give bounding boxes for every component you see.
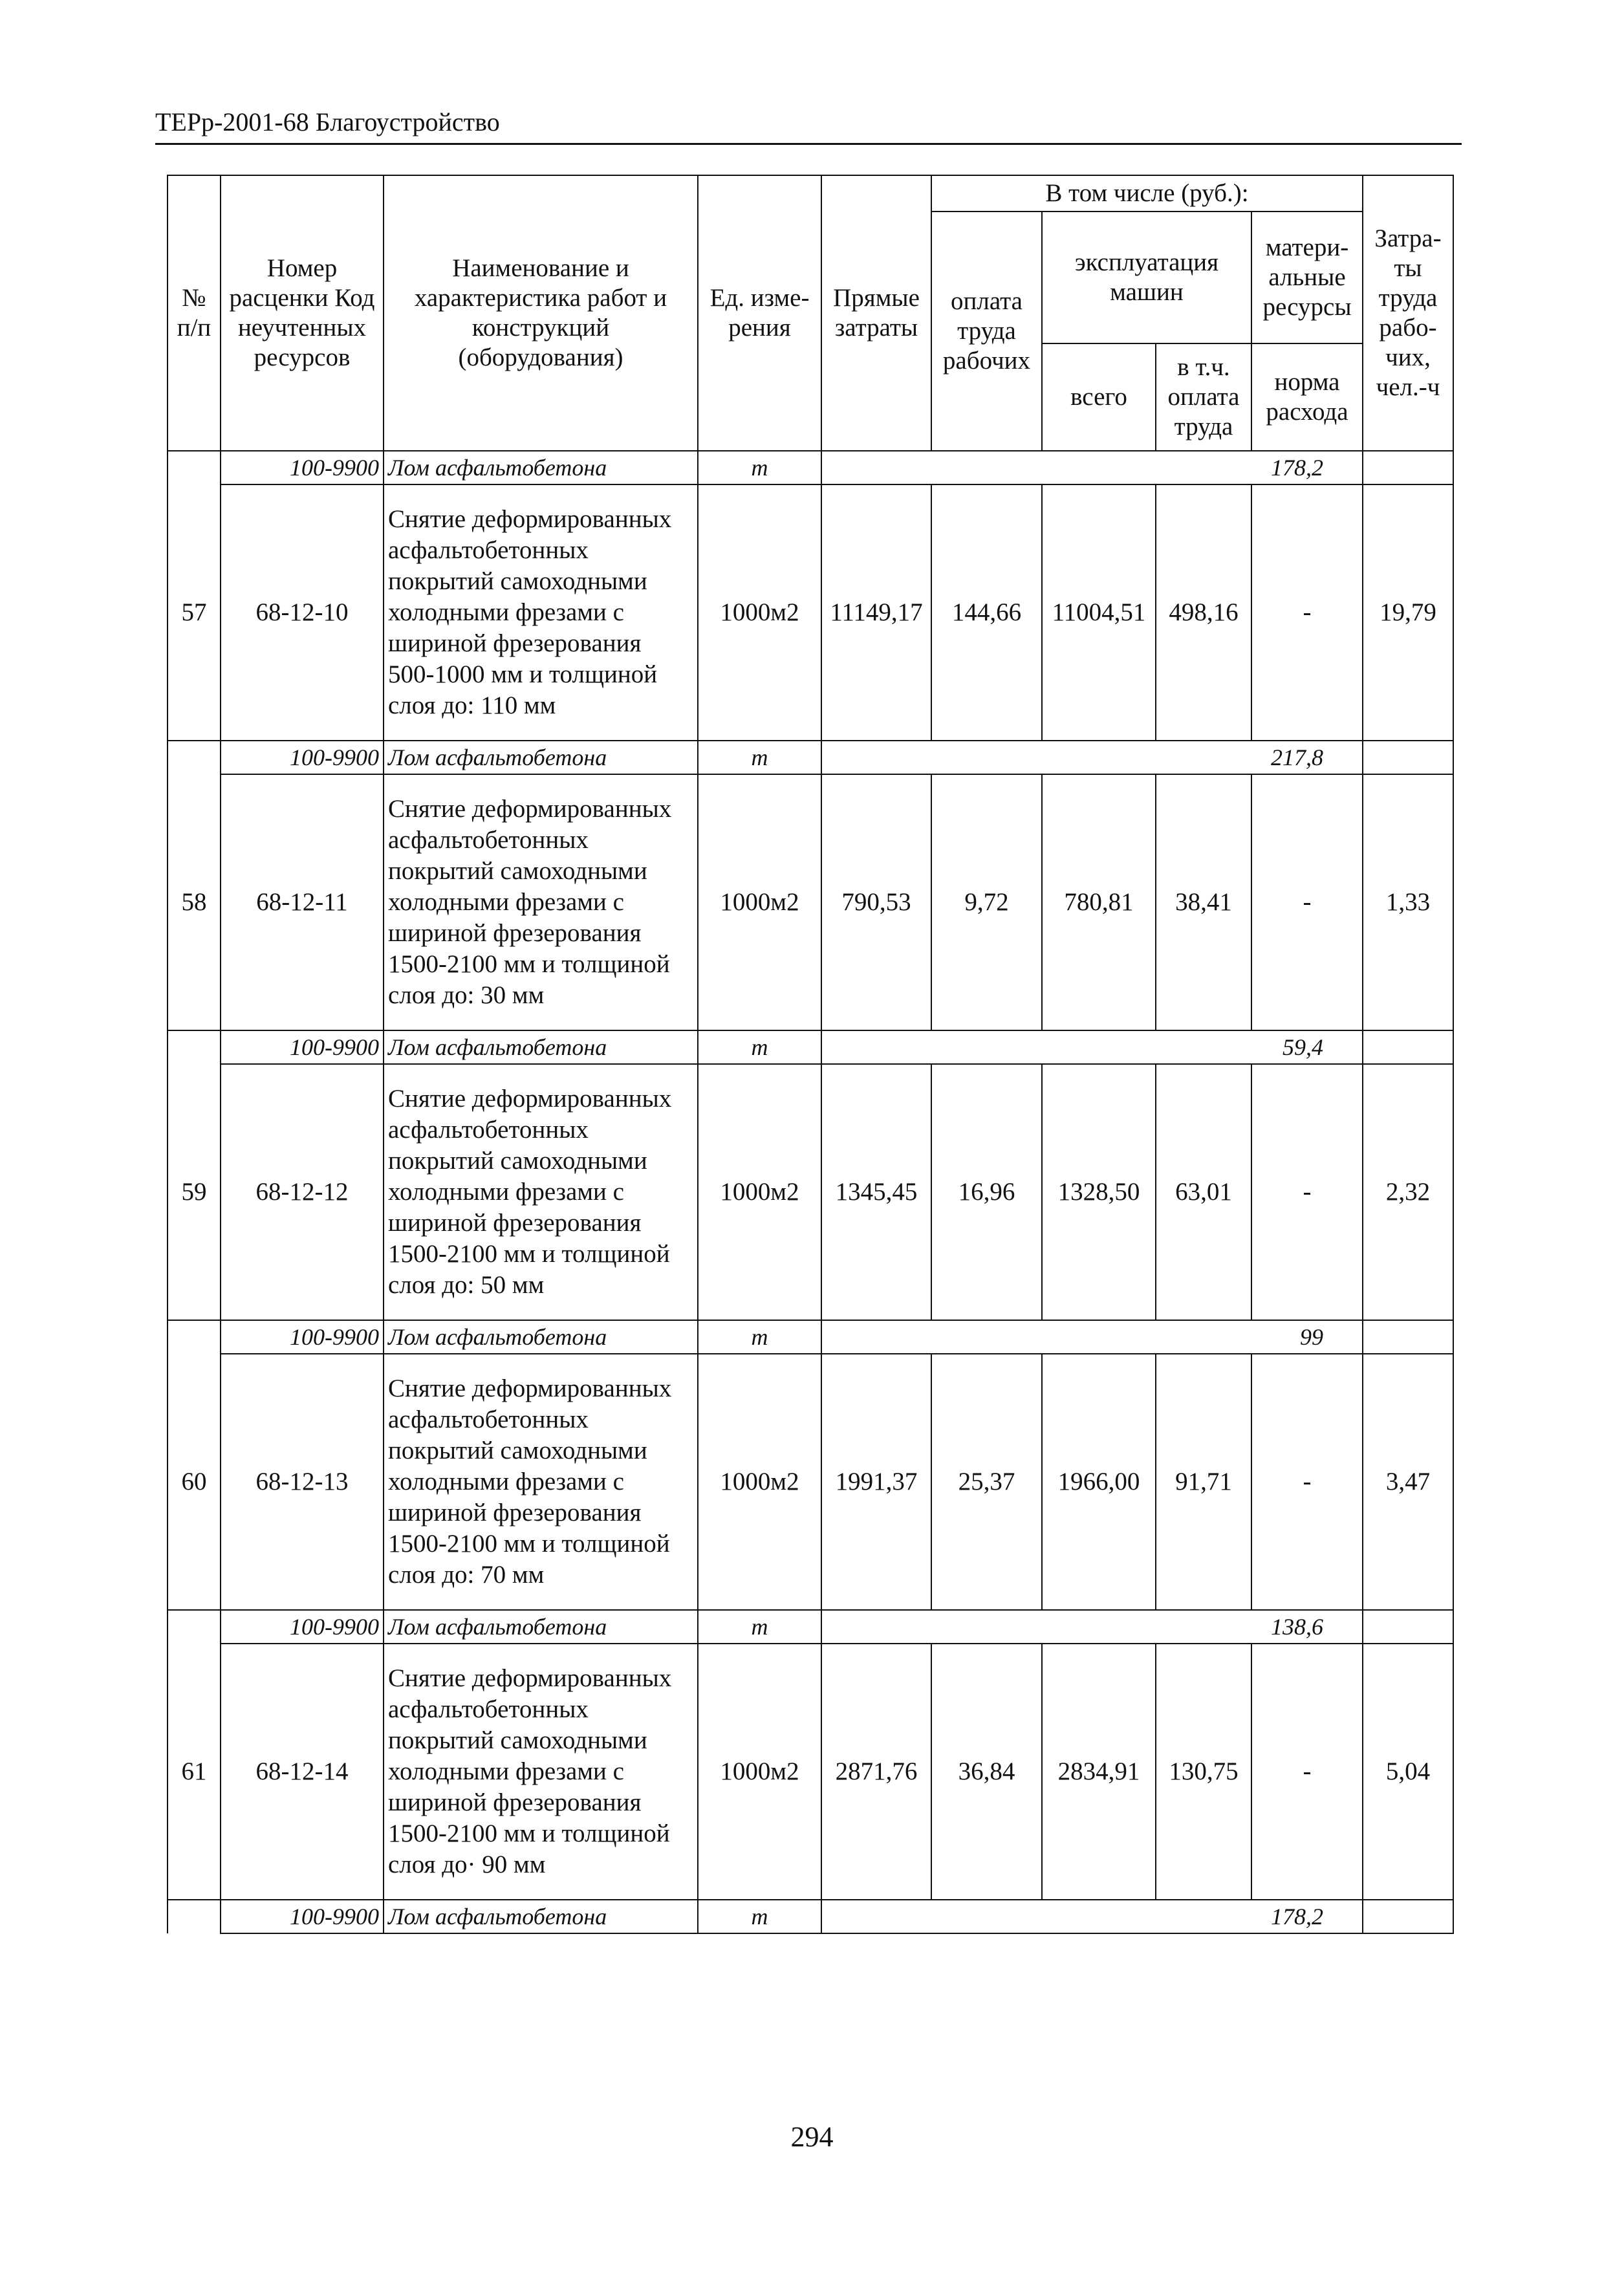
materials-cell: - xyxy=(1251,484,1363,741)
row-num: 60 xyxy=(168,1354,221,1610)
resource-norm: 99 xyxy=(821,1320,1363,1354)
labor-pay: 36,84 xyxy=(931,1644,1042,1900)
resource-unit: т xyxy=(698,741,821,774)
row-num: 58 xyxy=(168,774,221,1030)
row-num: 57 xyxy=(168,484,221,741)
unit-cell: 1000м2 xyxy=(698,774,821,1030)
resource-norm: 178,2 xyxy=(821,1900,1363,1933)
col-header-num: № п/п xyxy=(168,175,221,451)
materials-cell: - xyxy=(1251,774,1363,1030)
resource-code: 100-9900 xyxy=(221,1900,384,1933)
resource-name: Лом асфальтобетона xyxy=(384,741,698,774)
resource-row xyxy=(168,1900,1453,1933)
materials-cell: - xyxy=(1251,1644,1363,1900)
resource-name: Лом асфальтобетона xyxy=(384,451,698,484)
unit-cell: 1000м2 xyxy=(698,1644,821,1900)
resource-norm: 138,6 xyxy=(821,1610,1363,1644)
labor-pay: 144,66 xyxy=(931,484,1042,741)
table-row xyxy=(168,1644,1453,1900)
machines-labor-pay: 63,01 xyxy=(1156,1064,1251,1320)
resource-unit: т xyxy=(698,451,821,484)
machines-total: 11004,51 xyxy=(1042,484,1156,741)
col-header-code: Номер расценки Код неучтенных ресурсов xyxy=(221,175,384,451)
resource-code: 100-9900 xyxy=(221,1320,384,1354)
page-number: 294 xyxy=(790,2121,834,2153)
work-description: Снятие деформированных асфальтобетонных покрытий самоходными холодными фрезами с шириной фрезерования 1500-2100 мм и толщиной слоя до: 50 мм xyxy=(384,1064,698,1320)
col-header-direct: Прямые затраты xyxy=(821,175,931,451)
machines-total: 2834,91 xyxy=(1042,1644,1156,1900)
direct-costs: 790,53 xyxy=(821,774,931,1030)
machines-total: 1966,00 xyxy=(1042,1354,1156,1610)
labor-pay: 25,37 xyxy=(931,1354,1042,1610)
machines-labor-pay: 91,71 xyxy=(1156,1354,1251,1610)
direct-costs: 2871,76 xyxy=(821,1644,931,1900)
machines-total: 780,81 xyxy=(1042,774,1156,1030)
col-header-labor-cost: Затра-ты труда рабо-чих, чел.-ч xyxy=(1363,175,1453,451)
col-header-materials: матери-альные ресурсы xyxy=(1251,212,1363,343)
work-description: Снятие деформированных асфальтобетонных покрытий самоходными холодными фрезами с шириной фрезерования 1500-2100 мм и толщиной слоя до: 30 мм xyxy=(384,774,698,1030)
resource-unit: т xyxy=(698,1610,821,1644)
materials-cell: - xyxy=(1251,1064,1363,1320)
col-header-name: Наименование и характеристика работ и конструкций (оборудования) xyxy=(384,175,698,451)
resource-row xyxy=(168,1610,1453,1644)
row-num: 61 xyxy=(168,1644,221,1900)
resource-norm: 59,4 xyxy=(821,1030,1363,1064)
work-description: Снятие деформированных асфальтобетонных покрытий самоходными холодными фрезами с шириной фрезерования 1500-2100 мм и толщиной слоя до: 70 мм xyxy=(384,1354,698,1610)
col-header-labor-pay: оплата труда рабочих xyxy=(931,212,1042,451)
col-header-machines: эксплуатация машин xyxy=(1042,212,1251,343)
labor-cost: 19,79 xyxy=(1363,484,1453,741)
direct-costs: 1345,45 xyxy=(821,1064,931,1320)
materials-cell: - xyxy=(1251,1354,1363,1610)
resource-unit: т xyxy=(698,1030,821,1064)
resource-unit: т xyxy=(698,1320,821,1354)
resource-row xyxy=(168,1030,1453,1064)
resource-code: 100-9900 xyxy=(221,741,384,774)
unit-cell: 1000м2 xyxy=(698,484,821,741)
resource-code: 100-9900 xyxy=(221,1610,384,1644)
machines-labor-pay: 38,41 xyxy=(1156,774,1251,1030)
rate-code: 68-12-14 xyxy=(221,1644,384,1900)
rate-code: 68-12-13 xyxy=(221,1354,384,1610)
labor-cost: 3,47 xyxy=(1363,1354,1453,1610)
header-row-1 xyxy=(168,175,1453,212)
labor-cost: 1,33 xyxy=(1363,774,1453,1030)
table-row xyxy=(168,1354,1453,1610)
rate-code: 68-12-10 xyxy=(221,484,384,741)
resource-code: 100-9900 xyxy=(221,1030,384,1064)
resource-row xyxy=(168,451,1453,484)
resource-name: Лом асфальтобетона xyxy=(384,1900,698,1933)
resource-unit: т xyxy=(698,1900,821,1933)
rate-code: 68-12-12 xyxy=(221,1064,384,1320)
labor-cost: 5,04 xyxy=(1363,1644,1453,1900)
col-header-incl: В том числе (руб.): xyxy=(931,175,1363,212)
labor-pay: 16,96 xyxy=(931,1064,1042,1320)
labor-pay: 9,72 xyxy=(931,774,1042,1030)
resource-name: Лом асфальтобетона xyxy=(384,1610,698,1644)
machines-labor-pay: 130,75 xyxy=(1156,1644,1251,1900)
resource-name: Лом асфальтобетона xyxy=(384,1320,698,1354)
unit-cell: 1000м2 xyxy=(698,1064,821,1320)
machines-labor-pay: 498,16 xyxy=(1156,484,1251,741)
resource-row xyxy=(168,741,1453,774)
col-header-unit: Ед. изме-рения xyxy=(698,175,821,451)
page-header: ТЕРр-2001-68 Благоустройство xyxy=(155,107,1462,145)
machines-total: 1328,50 xyxy=(1042,1064,1156,1320)
col-header-machines-labor: в т.ч. оплата труда xyxy=(1156,343,1251,451)
labor-cost: 2,32 xyxy=(1363,1064,1453,1320)
resource-code: 100-9900 xyxy=(221,451,384,484)
rate-code: 68-12-11 xyxy=(221,774,384,1030)
resource-name: Лом асфальтобетона xyxy=(384,1030,698,1064)
table-row xyxy=(168,774,1453,1030)
direct-costs: 11149,17 xyxy=(821,484,931,741)
work-description: Снятие деформированных асфальтобетонных покрытий самоходными холодными фрезами с шириной фрезерования 1500-2100 мм и толщиной слоя до· 90 мм xyxy=(384,1644,698,1900)
table-row xyxy=(168,484,1453,741)
unit-cell: 1000м2 xyxy=(698,1354,821,1610)
resource-norm: 178,2 xyxy=(821,451,1363,484)
table-row xyxy=(168,1064,1453,1320)
resource-row xyxy=(168,1320,1453,1354)
direct-costs: 1991,37 xyxy=(821,1354,931,1610)
work-description: Снятие деформированных асфальтобетонных покрытий самоходными холодными фрезами с шириной фрезерования 500-1000 мм и толщиной слоя до: 110 мм xyxy=(384,484,698,741)
resource-norm: 217,8 xyxy=(821,741,1363,774)
rates-table xyxy=(167,175,1454,1934)
row-num: 59 xyxy=(168,1064,221,1320)
col-header-machines-total: всего xyxy=(1042,343,1156,451)
col-header-norm: норма расхода xyxy=(1251,343,1363,451)
